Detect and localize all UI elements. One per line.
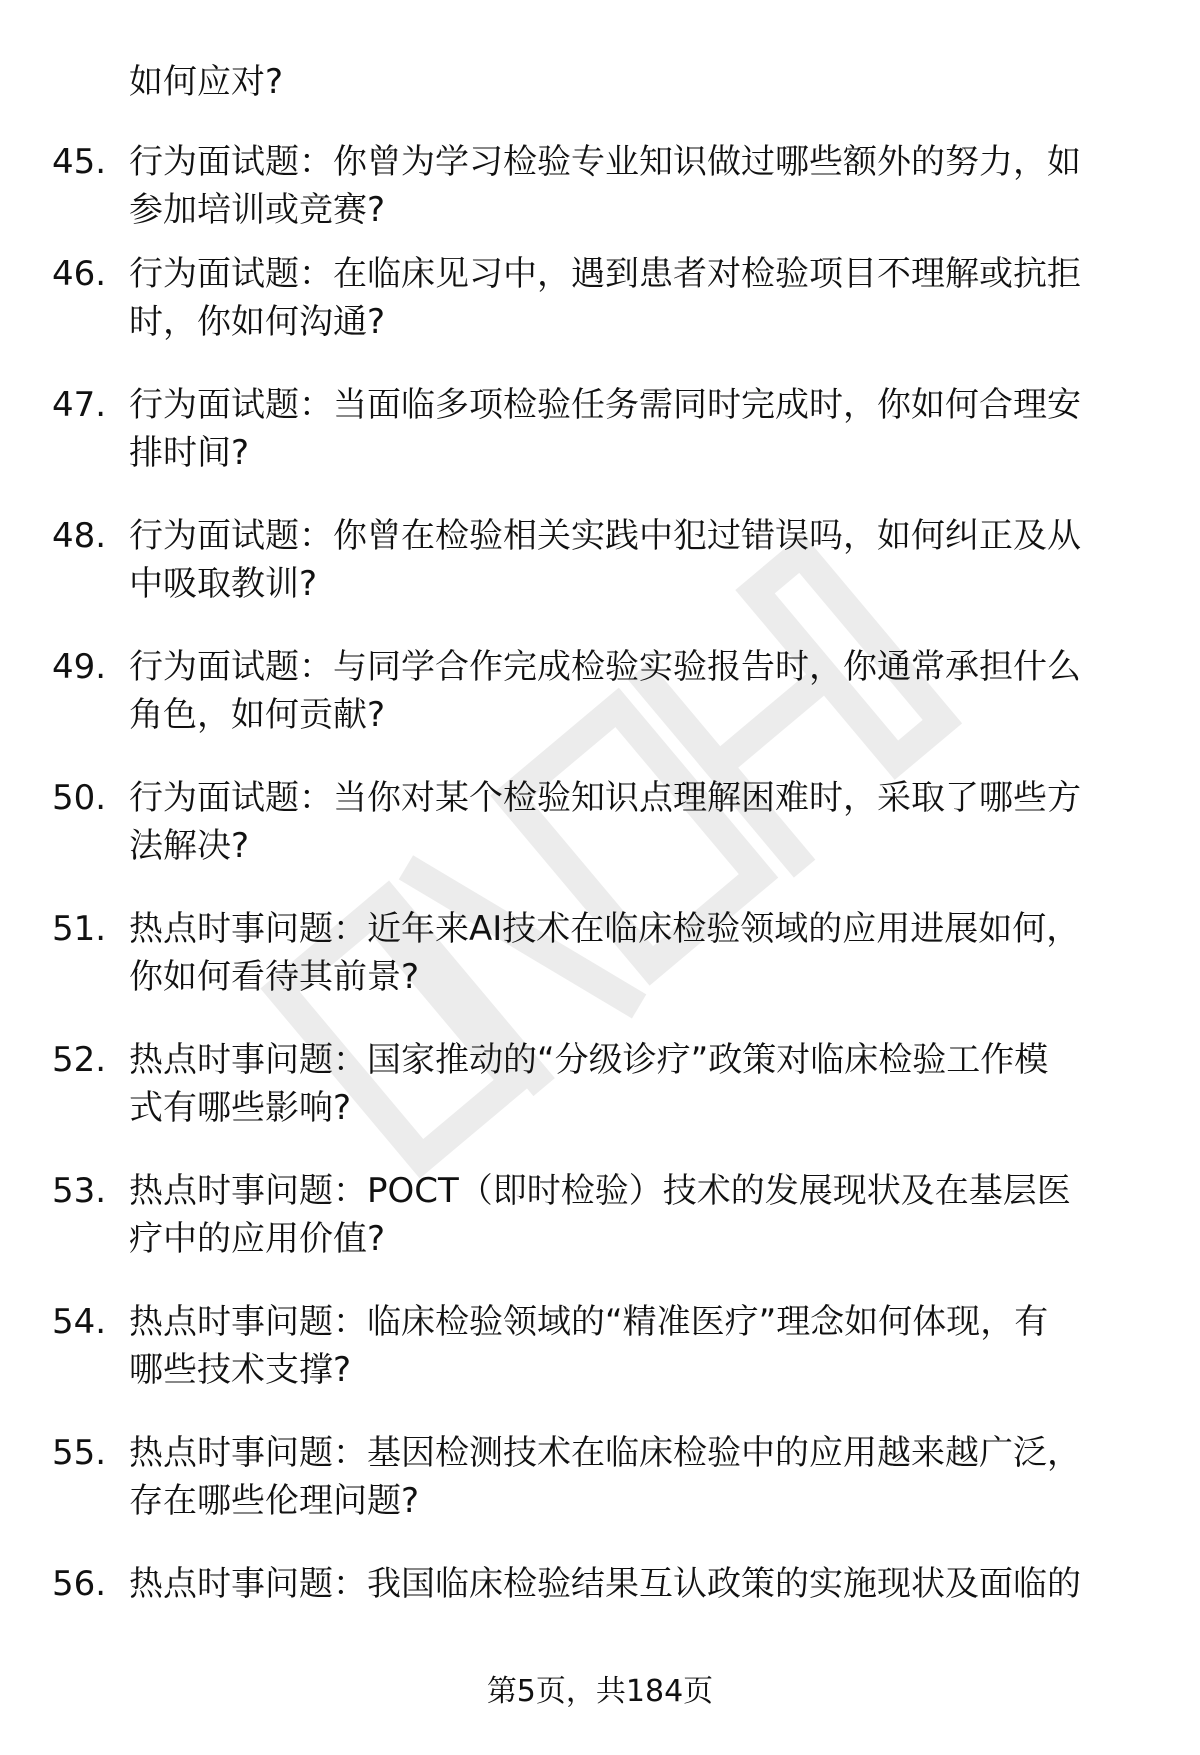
- item-text: [129, 1036, 1149, 1132]
- item-line: 角色，如何贡献?: [129, 695, 386, 735]
- item-text: [129, 512, 1149, 608]
- item-text: [129, 1560, 1149, 1608]
- item-line: 参加培训或竞赛?: [129, 190, 386, 230]
- item-number: 55.: [52, 1433, 107, 1473]
- item-line: 热点时事问题：近年来AI技术在临床检验领域的应用进展如何，: [129, 909, 1081, 949]
- item-number: 54.: [52, 1302, 107, 1342]
- item-line: 疗中的应用价值?: [129, 1219, 386, 1259]
- item-text: [129, 905, 1149, 1001]
- item-line: 中吸取教训?: [129, 564, 318, 604]
- item-number: 48.: [52, 516, 107, 556]
- item-text: [129, 643, 1149, 739]
- item-line: 行为面试题：你曾为学习检验专业知识做过哪些额外的努力，如: [129, 142, 1081, 182]
- item-line: 行为面试题：当面临多项检验任务需同时完成时，你如何合理安: [129, 385, 1081, 425]
- item-line: 哪些技术支撑?: [129, 1350, 352, 1390]
- item-line: 排时间?: [129, 433, 250, 473]
- item-text: [129, 1298, 1149, 1394]
- item-number: 52.: [52, 1040, 107, 1080]
- item-line: 热点时事问题：临床检验领域的“精准医疗”理念如何体现，有: [129, 1302, 1049, 1342]
- item-line: 行为面试题：与同学合作完成检验实验报告时，你通常承担什么: [129, 647, 1081, 687]
- item-line: 热点时事问题：国家推动的“分级诊疗”政策对临床检验工作模: [129, 1040, 1049, 1080]
- item-number: 53.: [52, 1171, 107, 1211]
- item-line: 时，你如何沟通?: [129, 302, 386, 342]
- item-text: [129, 381, 1149, 477]
- item-number: 51.: [52, 909, 107, 949]
- item-line: 行为面试题：当你对某个检验知识点理解困难时，采取了哪些方: [129, 778, 1081, 818]
- item-line: 热点时事问题：我国临床检验结果互认政策的实施现状及面临的: [129, 1564, 1081, 1604]
- item-line: 热点时事问题：POCT（即时检验）技术的发展现状及在基层医: [129, 1171, 1071, 1211]
- item-text: [129, 1429, 1149, 1525]
- item-text: [129, 250, 1149, 346]
- item-line: 行为面试题：你曾在检验相关实践中犯过错误吗，如何纠正及从: [129, 516, 1081, 556]
- item-number: 46.: [52, 254, 107, 294]
- item-line: 热点时事问题：基因检测技术在临床检验中的应用越来越广泛，: [129, 1433, 1081, 1473]
- item-line: 存在哪些伦理问题?: [129, 1481, 420, 1521]
- page-footer: 第5页，共184页: [486, 1674, 714, 1709]
- item-number: 47.: [52, 385, 107, 425]
- item-text: [129, 1167, 1149, 1263]
- continuation-text: 如何应对?: [129, 62, 284, 102]
- item-line: 式有哪些影响?: [129, 1088, 352, 1128]
- item-number: 56.: [52, 1564, 107, 1604]
- item-number: 45.: [52, 142, 107, 182]
- item-line: 法解决?: [129, 826, 250, 866]
- item-number: 50.: [52, 778, 107, 818]
- item-number: 49.: [52, 647, 107, 687]
- item-text: [129, 774, 1149, 870]
- item-text: [129, 138, 1149, 234]
- item-line: 行为面试题：在临床见习中，遇到患者对检验项目不理解或抗拒: [129, 254, 1081, 294]
- item-line: 你如何看待其前景?: [129, 957, 420, 997]
